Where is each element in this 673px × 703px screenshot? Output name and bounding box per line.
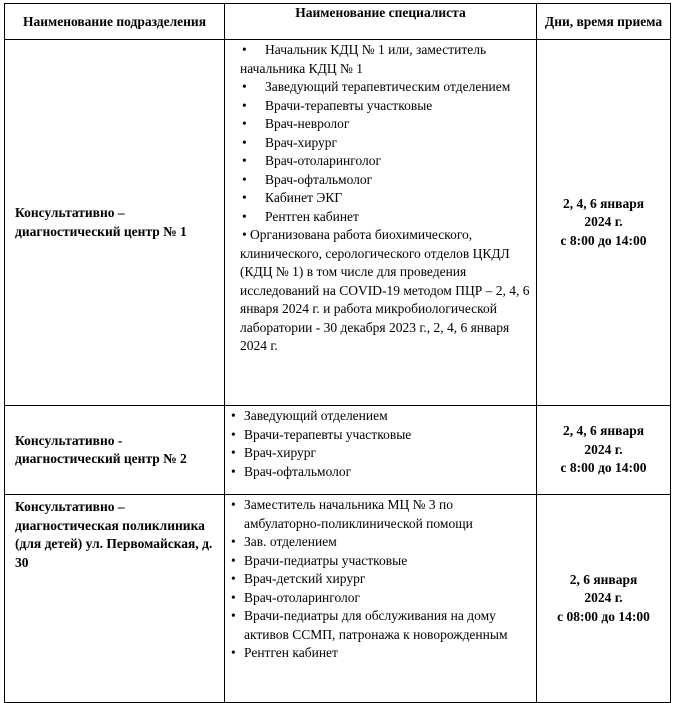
- list-item: • Рентген кабинет: [225, 208, 532, 227]
- list-item: • Врачи-терапевты участковые: [225, 426, 532, 445]
- bullet-icon: •: [242, 153, 247, 168]
- bullet-icon: •: [242, 190, 247, 205]
- bullet-icon: •: [242, 171, 247, 187]
- list-item: • Врач-отоларинголог: [225, 589, 532, 608]
- list-item: • Заведующий терапевтическим отделением: [225, 78, 532, 97]
- schedule-hours: с 08:00 до 14:00: [557, 608, 650, 624]
- bullet-icon: •: [242, 134, 247, 150]
- list-item: • Начальник КДЦ № 1 или, заместитель начальника КДЦ № 1: [240, 42, 487, 76]
- bullet-icon: •: [231, 445, 236, 460]
- header-row: [5, 4, 671, 40]
- bullet-icon: •: [231, 589, 236, 605]
- department-cell: Консультативно – диагностическая поликлиника (для детей) ул. Первомайская, д. 30: [5, 495, 225, 703]
- list-item: • Врач-офтальмолог: [225, 171, 532, 190]
- list-item: • Врачи-педиатры участковые: [225, 552, 532, 571]
- bullet-icon: •: [231, 408, 236, 423]
- schedule-year: 2024 г.: [584, 441, 623, 457]
- list-item: • Врачи-педиатры для обслуживания на дому активов ССМП, патронажа к новорожденным: [231, 608, 508, 642]
- list-item: • Врач-хирург: [225, 134, 532, 153]
- list-item: • Врач-офтальмолог: [225, 463, 532, 482]
- list-item: • Врач-детский хирург: [225, 570, 532, 589]
- list-item: • Врачи-терапевты участковые: [225, 97, 532, 116]
- header-department: Наименование подразделения: [5, 4, 225, 40]
- table-row: [5, 40, 671, 406]
- bullet-icon: •: [231, 497, 236, 512]
- specialist-list: [225, 495, 536, 665]
- table-row: [5, 406, 671, 495]
- schedule-cell: [537, 495, 671, 703]
- department-cell: Консультативно – диагностический центр № 1: [5, 40, 225, 406]
- specialists-cell: [225, 40, 537, 406]
- table-row: [5, 495, 671, 703]
- schedule-days: 2, 4, 6 января: [562, 423, 645, 439]
- list-item: • Заведующий отделением: [225, 407, 532, 426]
- schedule-days: 2, 6 января: [569, 571, 638, 587]
- specialist-list: [225, 40, 536, 358]
- bullet-icon: •: [231, 426, 236, 442]
- specialist-list: [225, 406, 536, 483]
- bullet-icon: •: [231, 608, 236, 623]
- schedule-table: [4, 3, 671, 703]
- schedule-cell: [537, 40, 671, 406]
- bullet-icon: •: [231, 552, 236, 568]
- schedule-days: 2, 4, 6 января: [562, 195, 645, 211]
- bullet-icon: •: [231, 463, 236, 479]
- bullet-icon: •: [231, 571, 236, 586]
- list-item: • Зав. отделением: [225, 533, 532, 552]
- list-item: • Врач-невролог: [225, 115, 532, 134]
- bullet-icon: •: [242, 79, 247, 94]
- bullet-icon: •: [242, 208, 247, 224]
- specialists-cell: [225, 406, 537, 495]
- schedule-year: 2024 г.: [584, 214, 623, 230]
- bullet-icon: •: [242, 97, 247, 113]
- schedule-hours: с 8:00 до 14:00: [560, 232, 647, 248]
- schedule-year: 2024 г.: [584, 590, 623, 606]
- bullet-icon: •: [231, 645, 236, 660]
- header-specialist: Наименование специалиста: [225, 4, 537, 40]
- header-schedule: Дни, время приема: [537, 4, 671, 40]
- list-item: • Врач-хирург: [225, 444, 532, 463]
- list-item: • Кабинет ЭКГ: [225, 189, 532, 208]
- bullet-icon: •: [242, 227, 247, 242]
- schedule-hours: с 8:00 до 14:00: [560, 460, 647, 476]
- list-item: • Врач-отоларинголог: [225, 152, 532, 171]
- list-item: • Рентген кабинет: [225, 644, 532, 663]
- department-cell: Консультативно - диагностический центр № 2: [5, 406, 225, 495]
- bullet-icon: •: [242, 42, 247, 57]
- list-item: • Заместитель начальника МЦ № 3 по амбулаторно-поликлинической помощи: [231, 497, 473, 531]
- bullet-icon: •: [242, 116, 247, 131]
- schedule-cell: [537, 406, 671, 495]
- bullet-icon: •: [231, 534, 236, 549]
- list-item: • Организована работа биохимического, клинического, серологического отделов ЦКДЛ (КДЦ № 1) в том числе для проведения исследований на COVID-19 методом ПЦР – 2, 4, 6 января 2024 г. и работа микробиологической лаборатории - 30 декабря 2023 г., 2, 4, 6 января 2024 г.: [240, 227, 530, 353]
- specialists-cell: [225, 495, 537, 703]
